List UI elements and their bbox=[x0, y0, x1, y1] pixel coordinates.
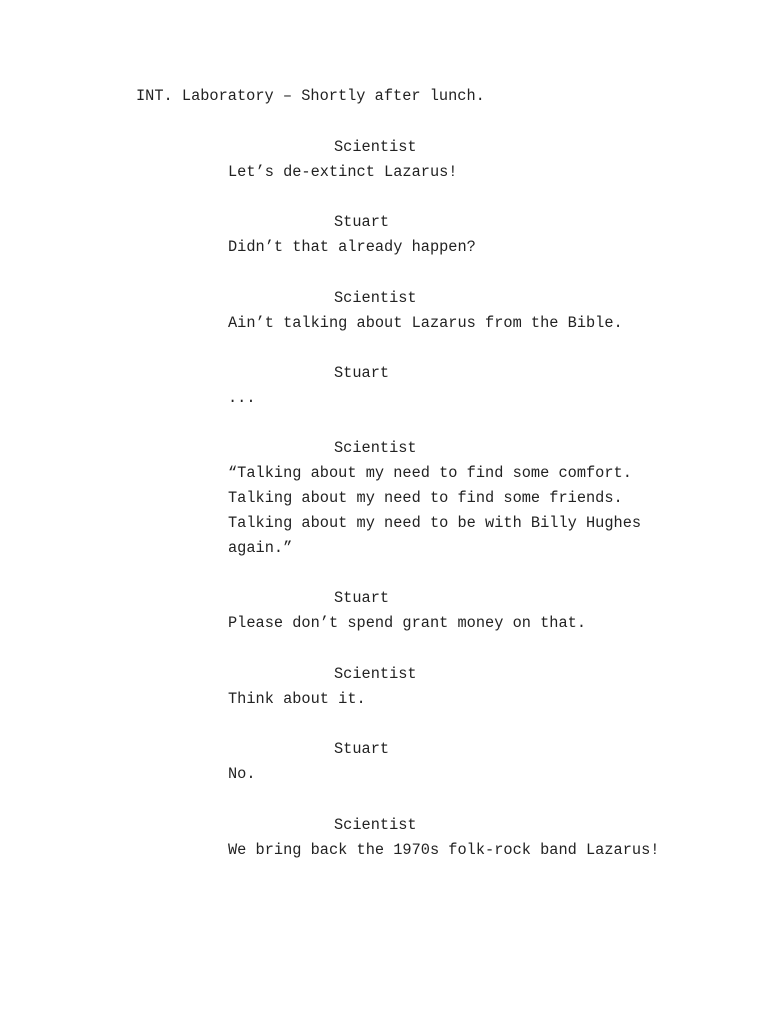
dialogue-line: ... bbox=[228, 389, 256, 407]
dialogue-line: Think about it. bbox=[228, 690, 366, 708]
dialogue-line: No. bbox=[228, 765, 256, 783]
character-name: Stuart bbox=[334, 213, 390, 231]
dialogue-line: Please don’t spend grant money on that. bbox=[228, 614, 587, 632]
character-name: Stuart bbox=[334, 364, 390, 382]
character-name: Scientist bbox=[334, 439, 417, 457]
character-name: Scientist bbox=[334, 665, 417, 683]
dialogue-line: Ain’t talking about Lazarus from the Bible. bbox=[228, 314, 623, 332]
character-name: Scientist bbox=[334, 138, 417, 156]
character-name: Stuart bbox=[334, 740, 390, 758]
character-name: Stuart bbox=[334, 589, 390, 607]
dialogue-line: “Talking about my need to find some comfort. bbox=[228, 464, 632, 482]
character-name: Scientist bbox=[334, 289, 417, 307]
scene-heading: INT. Laboratory – Shortly after lunch. bbox=[136, 87, 485, 105]
dialogue-line: We bring back the 1970s folk-rock band Lazarus! bbox=[228, 841, 660, 859]
dialogue-line: Didn’t that already happen? bbox=[228, 238, 476, 256]
dialogue-line: again.” bbox=[228, 539, 293, 557]
dialogue-line: Talking about my need to find some friends. bbox=[228, 489, 623, 507]
character-name: Scientist bbox=[334, 816, 417, 834]
dialogue-line: Let’s de-extinct Lazarus! bbox=[228, 163, 458, 181]
dialogue-line: Talking about my need to be with Billy Hughes bbox=[228, 514, 642, 532]
